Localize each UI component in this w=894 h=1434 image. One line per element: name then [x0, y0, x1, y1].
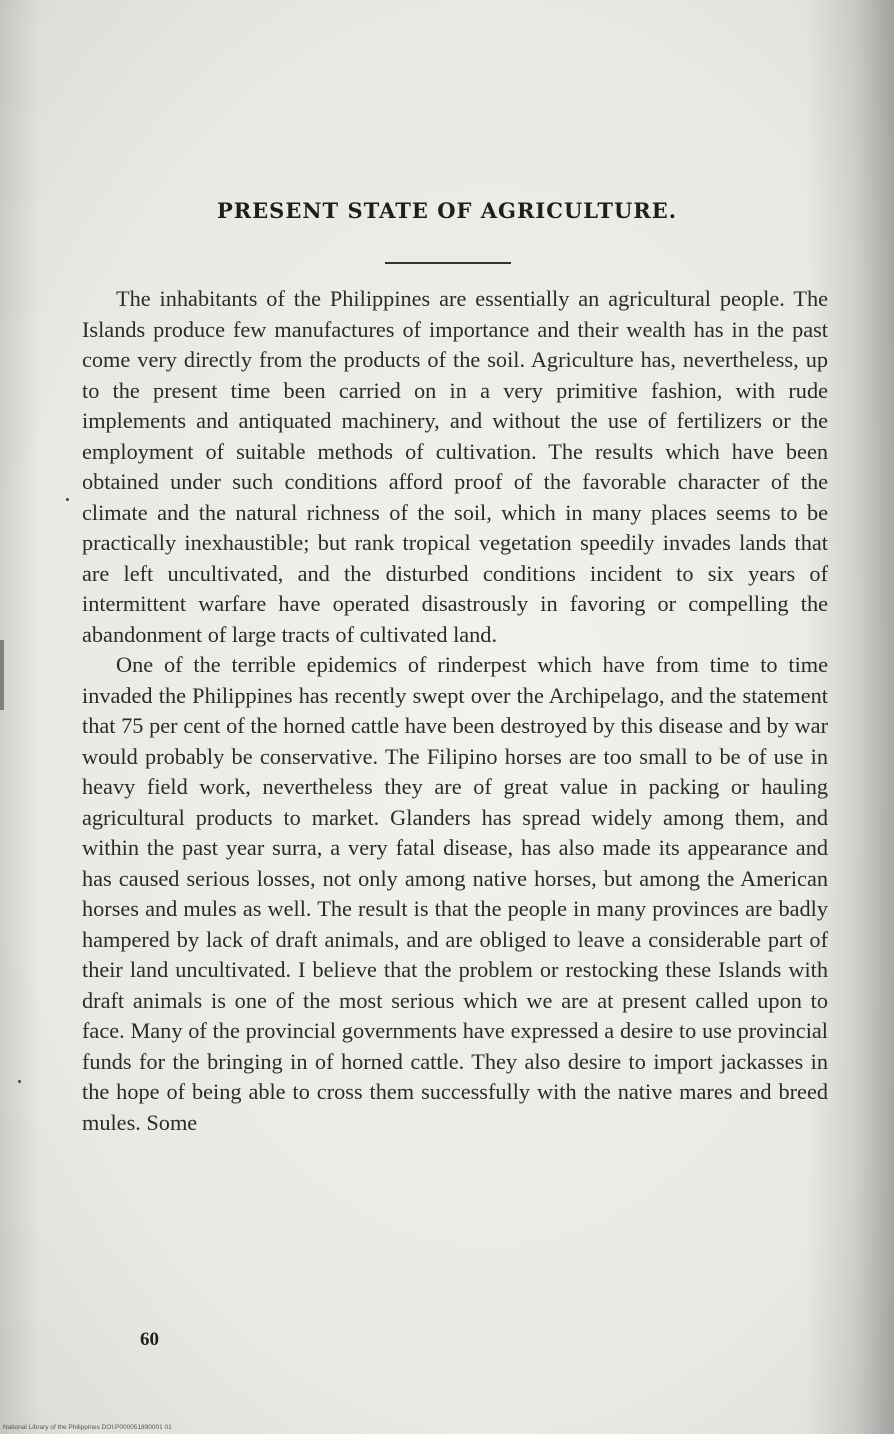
paragraph-1: The inhabitants of the Philippines are essentially an agricultural people. The Islands produce few manufactures of importance and their wealth has in the past come very directly from the products of the soil. Agriculture has, nevertheless, up to the present time been carried on in a very primitive fashion, with rude implements and antiquated machinery, and without the use of fertilizers or the employment of suitable methods of cultivation. The results which have been obtained under such conditions afford proof of the favorable character of the climate and the natural richness of the soil, which in many places seems to be practically inexhaustible; but rank tropical vegetation speedily invades lands that are left uncultivated, and the disturbed conditions incident to six years of intermittent warfare have operated disastrously in favoring or compelling the abandonment of large tracts of cultivated land.	[82, 286, 828, 647]
title-rule	[385, 262, 511, 264]
margin-shadow-mark	[0, 640, 4, 710]
margin-dot-mark	[66, 498, 69, 501]
margin-dot-mark	[18, 1080, 21, 1083]
paragraph-2: One of the terrible epidemics of rinderpest which have from time to time invaded the Philippines has recently swept over the Archipelago, and the statement that 75 per cent of the horned cattle have been destroyed by this disease and by war would probably be conservative. The Filipino horses are too small to be of use in heavy field work, nevertheless they are of great value in packing or hauling agricultural products to market. Glanders has spread widely among them, and within the past year surra, a very fatal disease, has also made its appearance and has caused serious losses, not only among native horses, but among the American horses and mules as well. The result is that the people in many provinces are badly hampered by lack of draft animals, and are obliged to leave a considerable part of their land uncultivated. I believe that the problem or restocking these Islands with draft animals is one of the most serious which we are at present called upon to face. Many of the provincial governments have expressed a desire to use provincial funds for the bringing in of horned cattle. They also desire to import jackasses in the hope of being able to cross them successfully with the native mares and breed mules. Some	[82, 652, 828, 1135]
library-footer-stamp: National Library of the Philippines DOI:P000051890001 01	[3, 1424, 172, 1431]
page-title: PRESENT STATE OF AGRICULTURE.	[216, 198, 678, 223]
page-number: 60	[140, 1329, 159, 1350]
body-text	[82, 284, 828, 1138]
